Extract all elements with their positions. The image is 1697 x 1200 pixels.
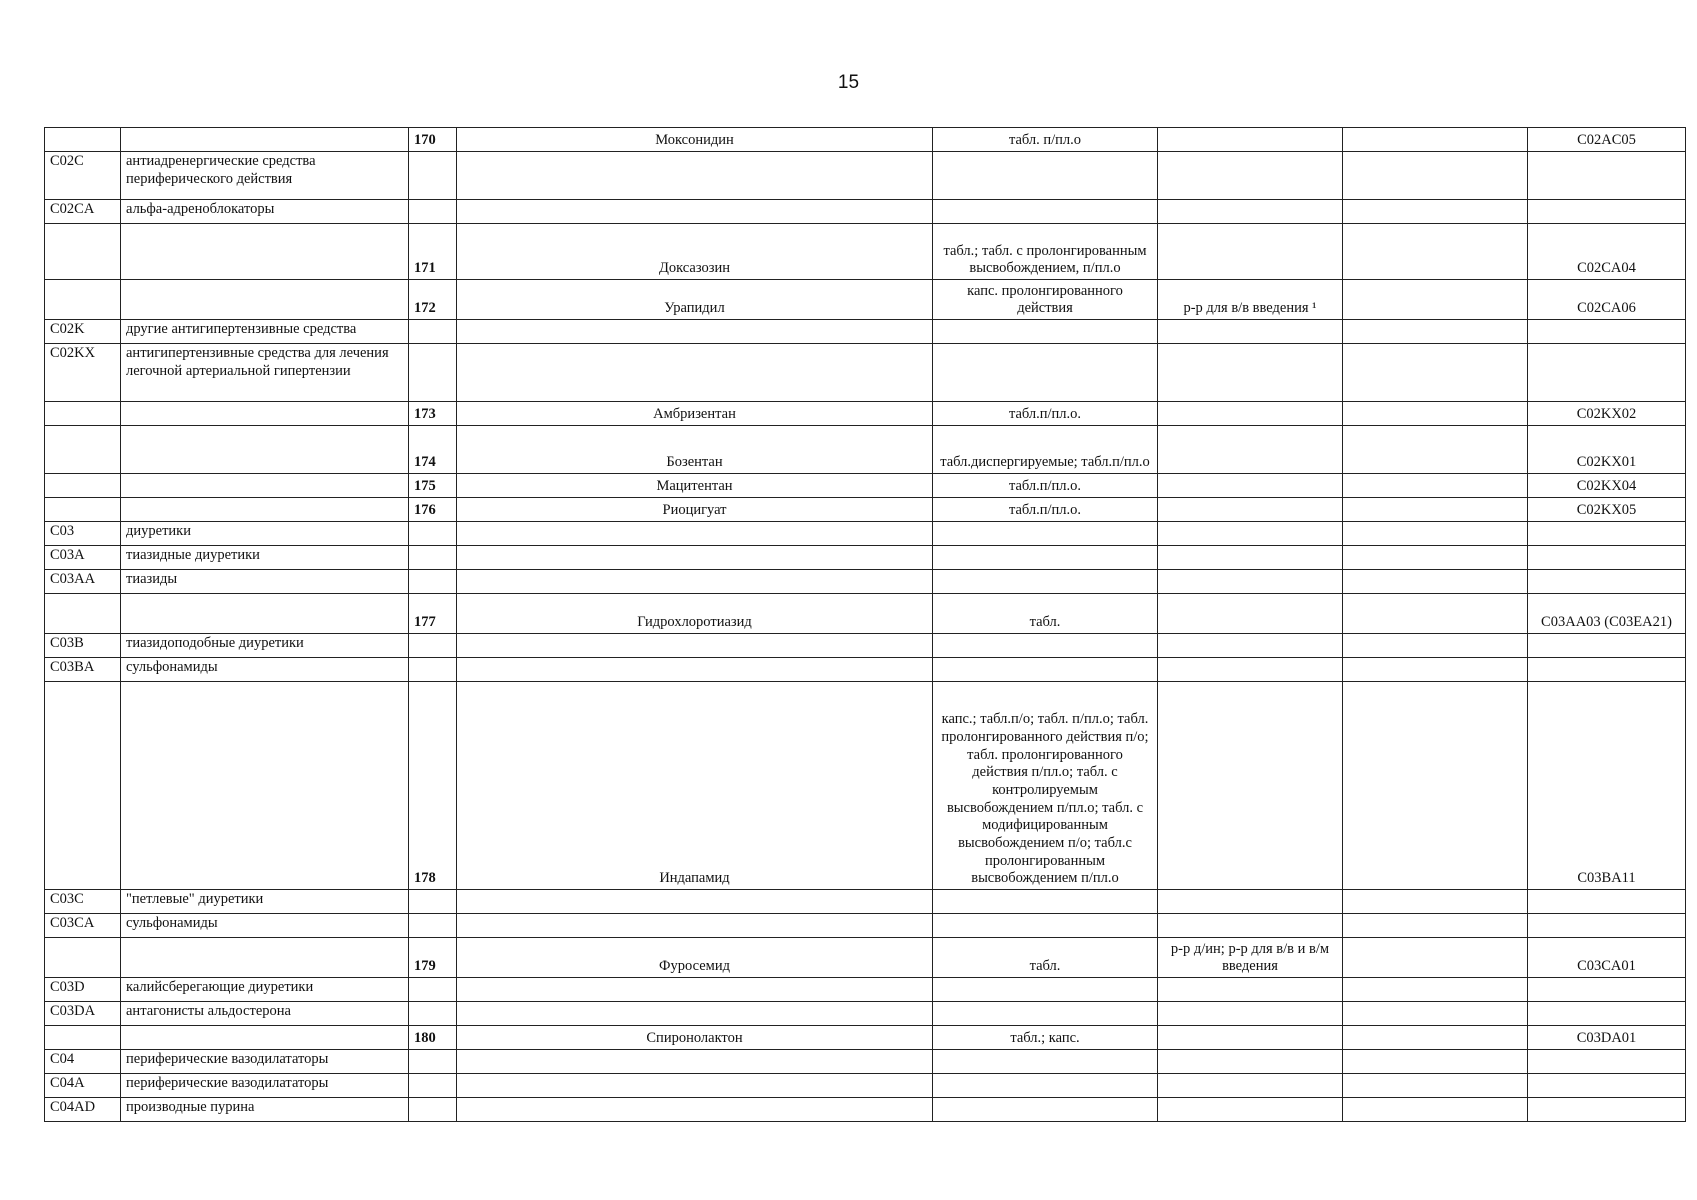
dosage-form	[933, 200, 1158, 224]
empty-cell	[1343, 280, 1528, 320]
extra-dosage-form	[1158, 890, 1343, 914]
extra-dosage-form	[1158, 200, 1343, 224]
empty-cell	[1343, 546, 1528, 570]
table-row	[45, 546, 1686, 570]
item-number	[409, 546, 457, 570]
atc-group-code	[45, 426, 121, 474]
empty-cell	[1343, 634, 1528, 658]
table-row	[45, 658, 1686, 682]
item-number: 176	[409, 498, 457, 522]
drug-name	[457, 634, 933, 658]
atc-code	[1528, 658, 1686, 682]
table-row	[45, 1050, 1686, 1074]
table-row	[45, 1002, 1686, 1026]
table-row	[45, 570, 1686, 594]
empty-cell	[1343, 224, 1528, 280]
atc-group-code	[45, 682, 121, 890]
item-number	[409, 1002, 457, 1026]
empty-cell	[1343, 978, 1528, 1002]
atc-group-code: C03AA	[45, 570, 121, 594]
atc-group-code: C03BA	[45, 658, 121, 682]
item-number	[409, 634, 457, 658]
empty-cell	[1343, 522, 1528, 546]
drug-name: Спиронолактон	[457, 1026, 933, 1050]
empty-cell	[1343, 658, 1528, 682]
atc-code: C02KX05	[1528, 498, 1686, 522]
table-row	[45, 402, 1686, 426]
drug-name	[457, 1002, 933, 1026]
group-name: альфа-адреноблокаторы	[121, 200, 409, 224]
drug-name	[457, 1050, 933, 1074]
atc-code	[1528, 890, 1686, 914]
atc-code: C03BA11	[1528, 682, 1686, 890]
extra-dosage-form	[1158, 546, 1343, 570]
atc-code: C03AA03 (C03EA21)	[1528, 594, 1686, 634]
empty-cell	[1343, 344, 1528, 402]
atc-group-code	[45, 280, 121, 320]
empty-cell	[1343, 570, 1528, 594]
atc-group-code: C03D	[45, 978, 121, 1002]
atc-code	[1528, 1050, 1686, 1074]
extra-dosage-form	[1158, 1074, 1343, 1098]
table-row	[45, 634, 1686, 658]
drug-name: Моксонидин	[457, 128, 933, 152]
drug-name: Фуросемид	[457, 938, 933, 978]
group-name: периферические вазодилататоры	[121, 1050, 409, 1074]
empty-cell	[1343, 1050, 1528, 1074]
drug-name	[457, 344, 933, 402]
atc-group-code	[45, 498, 121, 522]
empty-cell	[1343, 938, 1528, 978]
extra-dosage-form	[1158, 152, 1343, 200]
table-row	[45, 1098, 1686, 1122]
dosage-form: табл.п/пл.о.	[933, 498, 1158, 522]
drug-name	[457, 570, 933, 594]
dosage-form: капс.; табл.п/о; табл. п/пл.о; табл. пролонгированного действия п/о; табл. пролонгированного действия п/пл.о; табл. с контролируемым высвобождением п/пл.о; табл. с модифицированным высвобождением п/о; табл.с пролонгированным высвобождением п/пл.о	[933, 682, 1158, 890]
empty-cell	[1343, 1098, 1528, 1122]
atc-group-code: C02CA	[45, 200, 121, 224]
atc-group-code: C02C	[45, 152, 121, 200]
drug-name	[457, 546, 933, 570]
dosage-form	[933, 1098, 1158, 1122]
table-row	[45, 890, 1686, 914]
table-row	[45, 280, 1686, 320]
table-row	[45, 344, 1686, 402]
atc-group-code: C04AD	[45, 1098, 121, 1122]
group-name: сульфонамиды	[121, 658, 409, 682]
atc-group-code	[45, 594, 121, 634]
atc-group-code	[45, 474, 121, 498]
table-row	[45, 224, 1686, 280]
atc-code	[1528, 978, 1686, 1002]
atc-code: C02CA06	[1528, 280, 1686, 320]
item-number	[409, 320, 457, 344]
atc-code	[1528, 570, 1686, 594]
item-number	[409, 152, 457, 200]
drug-name: Мацитентан	[457, 474, 933, 498]
drug-list-table	[44, 127, 1686, 1122]
item-number: 174	[409, 426, 457, 474]
table-row	[45, 498, 1686, 522]
atc-code: C02CA04	[1528, 224, 1686, 280]
group-name	[121, 224, 409, 280]
table-row	[45, 594, 1686, 634]
table-row	[45, 938, 1686, 978]
dosage-form	[933, 1074, 1158, 1098]
item-number: 171	[409, 224, 457, 280]
dosage-form	[933, 152, 1158, 200]
item-number: 175	[409, 474, 457, 498]
item-number	[409, 344, 457, 402]
drug-name: Доксазозин	[457, 224, 933, 280]
extra-dosage-form	[1158, 522, 1343, 546]
dosage-form	[933, 1050, 1158, 1074]
table-row	[45, 474, 1686, 498]
group-name: периферические вазодилататоры	[121, 1074, 409, 1098]
item-number	[409, 978, 457, 1002]
atc-code	[1528, 200, 1686, 224]
table-row	[45, 1026, 1686, 1050]
atc-group-code	[45, 938, 121, 978]
empty-cell	[1343, 1026, 1528, 1050]
atc-group-code	[45, 1026, 121, 1050]
drug-name: Риоцигуат	[457, 498, 933, 522]
table-row	[45, 522, 1686, 546]
atc-code: C03CA01	[1528, 938, 1686, 978]
atc-code: C02KX04	[1528, 474, 1686, 498]
table-row	[45, 426, 1686, 474]
empty-cell	[1343, 498, 1528, 522]
extra-dosage-form	[1158, 1026, 1343, 1050]
atc-group-code: C03DA	[45, 1002, 121, 1026]
group-name: "петлевые" диуретики	[121, 890, 409, 914]
empty-cell	[1343, 682, 1528, 890]
extra-dosage-form	[1158, 978, 1343, 1002]
drug-name: Гидрохлоротиазид	[457, 594, 933, 634]
dosage-form	[933, 658, 1158, 682]
extra-dosage-form	[1158, 402, 1343, 426]
atc-code	[1528, 914, 1686, 938]
empty-cell	[1343, 1002, 1528, 1026]
item-number: 178	[409, 682, 457, 890]
group-name: производные пурина	[121, 1098, 409, 1122]
group-name	[121, 280, 409, 320]
drug-name	[457, 978, 933, 1002]
dosage-form	[933, 890, 1158, 914]
extra-dosage-form	[1158, 344, 1343, 402]
group-name: тиазиды	[121, 570, 409, 594]
dosage-form: табл.; капс.	[933, 1026, 1158, 1050]
table-row	[45, 152, 1686, 200]
table-row	[45, 320, 1686, 344]
drug-name	[457, 522, 933, 546]
dosage-form: табл. п/пл.о	[933, 128, 1158, 152]
table-row	[45, 128, 1686, 152]
dosage-form: табл.п/пл.о.	[933, 402, 1158, 426]
drug-name	[457, 200, 933, 224]
dosage-form	[933, 344, 1158, 402]
extra-dosage-form	[1158, 658, 1343, 682]
atc-group-code: C02KX	[45, 344, 121, 402]
atc-group-code: C04	[45, 1050, 121, 1074]
item-number	[409, 1074, 457, 1098]
item-number	[409, 1098, 457, 1122]
item-number	[409, 1050, 457, 1074]
extra-dosage-form	[1158, 682, 1343, 890]
group-name: тиазидные диуретики	[121, 546, 409, 570]
group-name	[121, 474, 409, 498]
atc-group-code: C04A	[45, 1074, 121, 1098]
atc-code: C02KX02	[1528, 402, 1686, 426]
atc-code: C03DA01	[1528, 1026, 1686, 1050]
extra-dosage-form	[1158, 426, 1343, 474]
item-number	[409, 570, 457, 594]
table-row	[45, 200, 1686, 224]
dosage-form	[933, 1002, 1158, 1026]
page-number: 15	[837, 72, 860, 93]
dosage-form	[933, 320, 1158, 344]
item-number: 177	[409, 594, 457, 634]
atc-code	[1528, 522, 1686, 546]
extra-dosage-form	[1158, 570, 1343, 594]
atc-group-code: C03A	[45, 546, 121, 570]
group-name: калийсберегающие диуретики	[121, 978, 409, 1002]
empty-cell	[1343, 152, 1528, 200]
item-number: 180	[409, 1026, 457, 1050]
group-name: антиадренергические средства периферического действия	[121, 152, 409, 200]
dosage-form	[933, 546, 1158, 570]
dosage-form: табл.	[933, 594, 1158, 634]
item-number: 172	[409, 280, 457, 320]
atc-group-code: C03B	[45, 634, 121, 658]
table-row	[45, 682, 1686, 890]
extra-dosage-form	[1158, 1002, 1343, 1026]
empty-cell	[1343, 914, 1528, 938]
group-name	[121, 426, 409, 474]
drug-name	[457, 1074, 933, 1098]
atc-code	[1528, 320, 1686, 344]
empty-cell	[1343, 890, 1528, 914]
dosage-form	[933, 522, 1158, 546]
drug-name	[457, 1098, 933, 1122]
atc-group-code: C03	[45, 522, 121, 546]
table-row	[45, 914, 1686, 938]
dosage-form	[933, 978, 1158, 1002]
table-body	[45, 128, 1686, 1122]
item-number	[409, 658, 457, 682]
atc-code	[1528, 634, 1686, 658]
atc-group-code: C03C	[45, 890, 121, 914]
drug-name: Урапидил	[457, 280, 933, 320]
drug-name	[457, 914, 933, 938]
atc-code	[1528, 546, 1686, 570]
extra-dosage-form	[1158, 634, 1343, 658]
extra-dosage-form	[1158, 1050, 1343, 1074]
atc-group-code	[45, 128, 121, 152]
group-name	[121, 682, 409, 890]
group-name: диуретики	[121, 522, 409, 546]
extra-dosage-form	[1158, 320, 1343, 344]
dosage-form: табл.диспергируемые; табл.п/пл.о	[933, 426, 1158, 474]
atc-code: C02KX01	[1528, 426, 1686, 474]
atc-code	[1528, 344, 1686, 402]
dosage-form	[933, 570, 1158, 594]
drug-name: Индапамид	[457, 682, 933, 890]
group-name: антагонисты альдостерона	[121, 1002, 409, 1026]
extra-dosage-form	[1158, 498, 1343, 522]
atc-code	[1528, 1098, 1686, 1122]
drug-name: Бозентан	[457, 426, 933, 474]
empty-cell	[1343, 1074, 1528, 1098]
item-number: 170	[409, 128, 457, 152]
empty-cell	[1343, 128, 1528, 152]
group-name: сульфонамиды	[121, 914, 409, 938]
item-number	[409, 522, 457, 546]
group-name	[121, 1026, 409, 1050]
extra-dosage-form	[1158, 128, 1343, 152]
group-name	[121, 594, 409, 634]
group-name: антигипертензивные средства для лечения легочной артериальной гипертензии	[121, 344, 409, 402]
atc-group-code: C03CA	[45, 914, 121, 938]
group-name	[121, 128, 409, 152]
drug-name: Амбризентан	[457, 402, 933, 426]
group-name: другие антигипертензивные средства	[121, 320, 409, 344]
empty-cell	[1343, 474, 1528, 498]
group-name	[121, 498, 409, 522]
atc-group-code	[45, 402, 121, 426]
atc-code	[1528, 152, 1686, 200]
group-name: тиазидоподобные диуретики	[121, 634, 409, 658]
dosage-form: табл.п/пл.о.	[933, 474, 1158, 498]
atc-code	[1528, 1002, 1686, 1026]
extra-dosage-form	[1158, 1098, 1343, 1122]
group-name	[121, 938, 409, 978]
item-number	[409, 914, 457, 938]
drug-name	[457, 658, 933, 682]
extra-dosage-form	[1158, 224, 1343, 280]
atc-group-code: C02K	[45, 320, 121, 344]
extra-dosage-form: р-р для в/в введения ¹	[1158, 280, 1343, 320]
dosage-form: табл.	[933, 938, 1158, 978]
extra-dosage-form	[1158, 474, 1343, 498]
atc-code: C02AC05	[1528, 128, 1686, 152]
drug-name	[457, 890, 933, 914]
empty-cell	[1343, 594, 1528, 634]
drug-name	[457, 152, 933, 200]
dosage-form: капс. пролонгированного действия	[933, 280, 1158, 320]
empty-cell	[1343, 426, 1528, 474]
empty-cell	[1343, 200, 1528, 224]
extra-dosage-form	[1158, 594, 1343, 634]
dosage-form	[933, 634, 1158, 658]
table-row	[45, 1074, 1686, 1098]
item-number: 173	[409, 402, 457, 426]
extra-dosage-form: р-р д/ин; р-р для в/в и в/м введения	[1158, 938, 1343, 978]
table-row	[45, 978, 1686, 1002]
dosage-form	[933, 914, 1158, 938]
atc-group-code	[45, 224, 121, 280]
group-name	[121, 402, 409, 426]
empty-cell	[1343, 320, 1528, 344]
item-number	[409, 890, 457, 914]
item-number	[409, 200, 457, 224]
extra-dosage-form	[1158, 914, 1343, 938]
atc-code	[1528, 1074, 1686, 1098]
drug-name	[457, 320, 933, 344]
empty-cell	[1343, 402, 1528, 426]
item-number: 179	[409, 938, 457, 978]
dosage-form: табл.; табл. с пролонгированным высвобождением, п/пл.о	[933, 224, 1158, 280]
